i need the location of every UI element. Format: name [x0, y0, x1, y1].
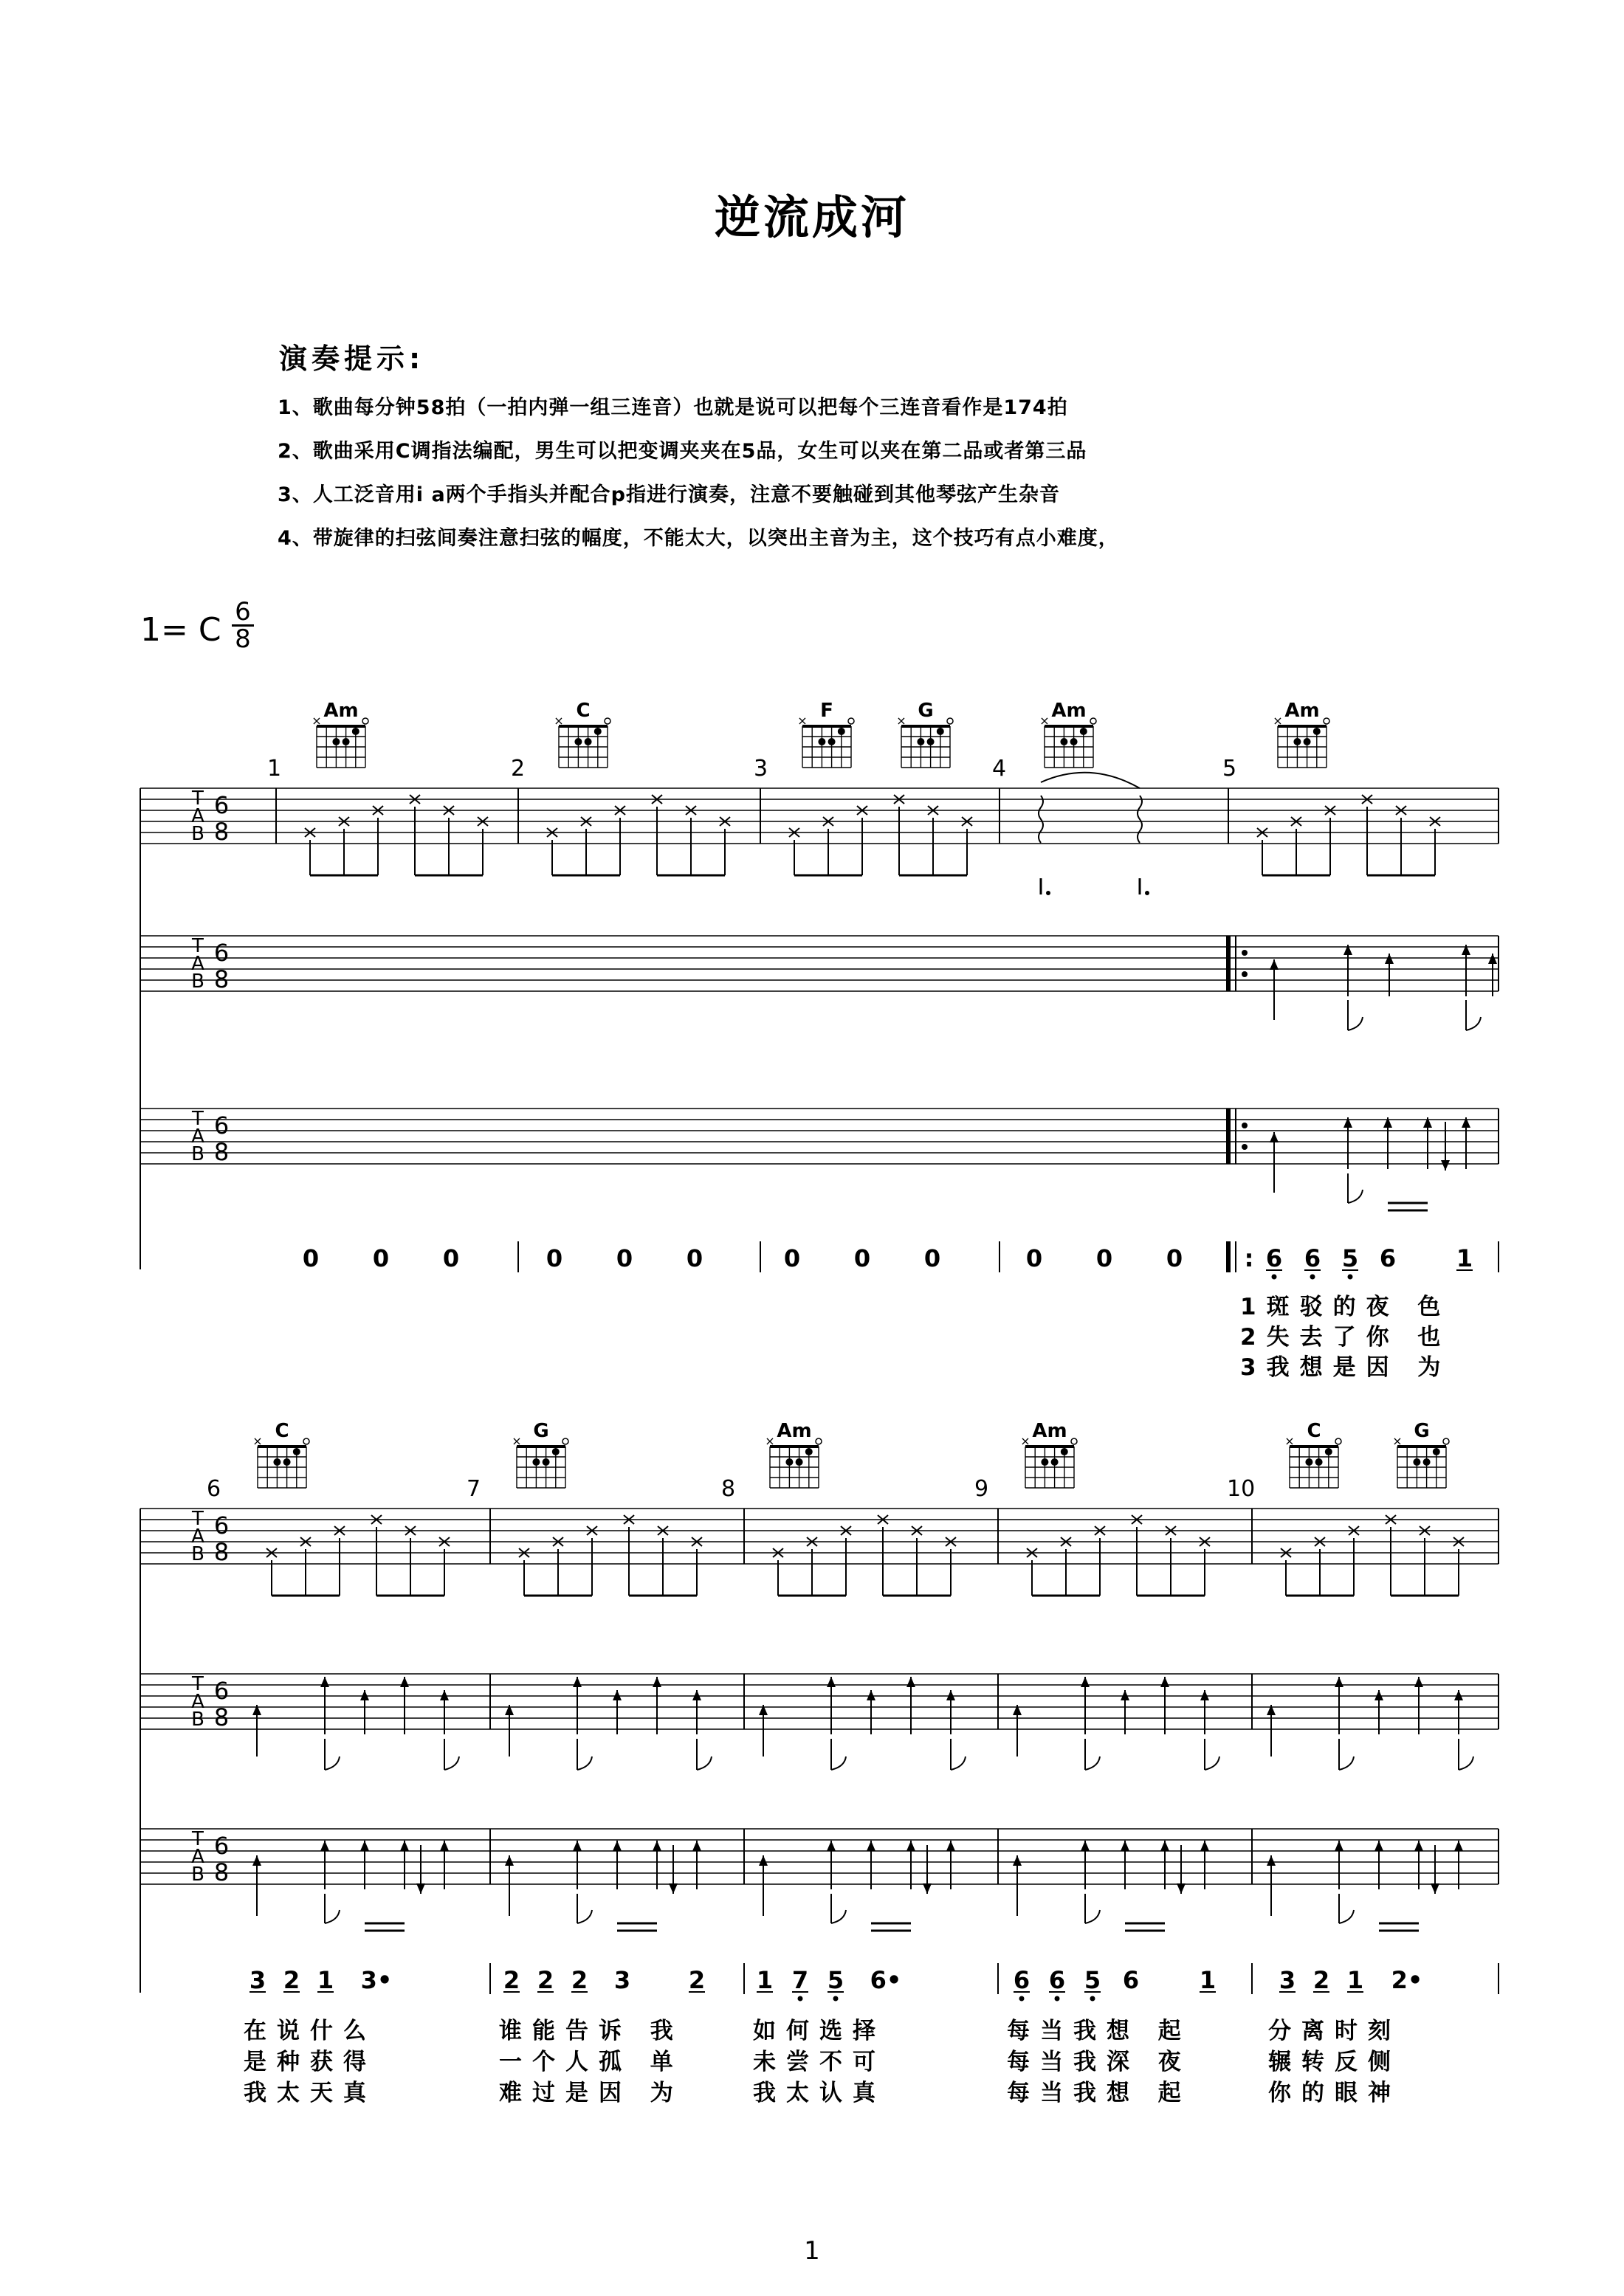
- chord-finger-dot: [937, 728, 944, 735]
- rest-note: 0: [1025, 1244, 1043, 1272]
- note-flag: [1339, 1910, 1354, 1923]
- strum-arrow-head: [1462, 945, 1470, 955]
- chord-open-string: [1443, 1438, 1449, 1444]
- strum-arrow-head: [867, 1690, 875, 1700]
- chord-muted-string: ×: [896, 714, 906, 728]
- note-flag: [325, 1910, 340, 1923]
- note-flag: [577, 1757, 592, 1770]
- note-flag: [1466, 1017, 1481, 1030]
- strum-arrow-head: [1454, 1841, 1463, 1851]
- chord-name: G: [533, 1420, 549, 1442]
- chord-finger-dot: [273, 1458, 281, 1466]
- chord-name: Am: [323, 700, 359, 722]
- tab-time-top: 6: [213, 1832, 230, 1860]
- melody-note: 3: [1279, 1966, 1296, 1994]
- chord-muted-string: ×: [1273, 714, 1283, 728]
- arpeggio-mark: [1138, 796, 1142, 843]
- lyric-cell: 谁能告诉 我: [499, 2018, 684, 2044]
- strum-arrow-head: [360, 1690, 369, 1700]
- chord-finger-dot: [585, 738, 592, 745]
- melody-note: 5: [827, 1966, 844, 1994]
- bar-number: 2: [511, 756, 526, 782]
- chord-finger-dot: [927, 738, 935, 745]
- strum-arrow-head: [1374, 1690, 1383, 1700]
- melody-note: 1: [1199, 1966, 1217, 1994]
- tab-time-bottom: 8: [213, 965, 230, 993]
- time-signature-bottom: 8: [235, 624, 251, 654]
- chord-open-string: [1335, 1438, 1341, 1444]
- chord-finger-dot: [532, 1458, 540, 1466]
- note-flag: [697, 1757, 712, 1770]
- note-flag: [1205, 1757, 1219, 1770]
- note-flag: [831, 1757, 846, 1770]
- rest-note: 0: [1166, 1244, 1183, 1272]
- chord-finger-dot: [552, 1448, 560, 1455]
- arpeggio-mark: [1039, 796, 1043, 843]
- lyric-cell: 我太天真: [244, 2080, 376, 2106]
- chord-finger-dot: [543, 1458, 550, 1466]
- tip-line-4: 4、带旋律的扫弦间奏注意扫弦的幅度，不能太大，以突出主音为主，这个技巧有点小难度，: [278, 527, 1119, 550]
- lyric-cell: 每当我想 起: [1007, 2080, 1191, 2106]
- strum-arrow-head: [692, 1841, 701, 1851]
- strum-arrow-head: [1121, 1690, 1129, 1700]
- strum-arrow-head: [613, 1841, 622, 1851]
- chord-finger-dot: [1080, 728, 1087, 735]
- strum-arrow-head: [923, 1883, 932, 1894]
- melody-note: 7: [791, 1966, 809, 1994]
- rest-note: 0: [1095, 1244, 1113, 1272]
- chord-open-string: [303, 1438, 309, 1444]
- tab-clef-letter: T: [192, 1673, 204, 1695]
- chord-finger-dot: [917, 738, 924, 745]
- melody-note: 1: [1456, 1244, 1473, 1272]
- strum-arrow-head: [416, 1883, 425, 1894]
- note-flag: [951, 1757, 966, 1770]
- strum-arrow-head: [320, 1677, 329, 1687]
- chord-muted-string: ×: [765, 1434, 775, 1448]
- strum-arrow-head: [1267, 1705, 1276, 1715]
- repeat-dot: [1242, 1123, 1248, 1128]
- note-flag: [325, 1757, 340, 1770]
- rest-note: 0: [783, 1244, 801, 1272]
- melody-note: 2: [503, 1966, 520, 1994]
- rest-note: 0: [372, 1244, 390, 1272]
- octave-dot: [1348, 1275, 1353, 1280]
- chord-muted-string: ×: [512, 1434, 522, 1448]
- melody-note: 6: [1304, 1244, 1321, 1272]
- lyric-cell: 在说什么: [244, 2018, 376, 2044]
- tab-clef-letter: B: [191, 971, 204, 993]
- chord-finger-dot: [1070, 738, 1078, 745]
- melody-note: 6: [1122, 1966, 1140, 1994]
- chord-muted-string: ×: [252, 1434, 263, 1448]
- melody-note: 3: [249, 1966, 266, 1994]
- strum-arrow-head: [653, 1677, 661, 1687]
- tip-line-2: 2、歌曲采用C调指法编配，男生可以把变调夹夹在5品，女生可以夹在第二品或者第三品: [278, 440, 1087, 463]
- chord-open-string: [816, 1438, 822, 1444]
- strum-arrow-head: [827, 1841, 836, 1851]
- melody-note: 1: [1346, 1966, 1364, 1994]
- melody-note: 1: [756, 1966, 774, 1994]
- melody-note: 6: [1265, 1244, 1283, 1272]
- tab-time-top: 6: [213, 1677, 230, 1705]
- melody-note: 2: [688, 1966, 706, 1994]
- chord-finger-dot: [796, 1458, 803, 1466]
- lyric-line: 3我想是因 为: [1240, 1354, 1451, 1381]
- strum-arrow-head: [1462, 1117, 1470, 1128]
- lyric-line: 2失去了你 也: [1240, 1324, 1451, 1351]
- time-signature-top: 6: [235, 597, 251, 627]
- tab-time-top: 6: [213, 1511, 230, 1540]
- melody-note: 1: [317, 1966, 334, 1994]
- strum-arrow-head: [505, 1855, 514, 1866]
- chord-finger-dot: [1051, 1458, 1059, 1466]
- strum-arrow-head: [1488, 954, 1497, 964]
- bar-number: 7: [467, 1476, 481, 1502]
- strum-arrow-head: [1414, 1677, 1423, 1687]
- lyric-cell: 未尝不可: [753, 2049, 886, 2075]
- chord-name: G: [1414, 1420, 1430, 1442]
- strum-arrow-head: [400, 1677, 409, 1687]
- melody-note: 2•: [1391, 1966, 1423, 1994]
- note-flag: [1459, 1757, 1473, 1770]
- melody-note: 3: [613, 1966, 631, 1994]
- strum-arrow-head: [1013, 1705, 1022, 1715]
- chord-name: G: [918, 700, 934, 722]
- dotted-note-dot: [1145, 891, 1149, 895]
- chord-name: C: [576, 700, 591, 722]
- chord-finger-dot: [352, 728, 359, 735]
- chord-open-string: [1071, 1438, 1077, 1444]
- chord-finger-dot: [1293, 738, 1301, 745]
- tab-clef-letter: T: [192, 1508, 204, 1530]
- tab-time-top: 6: [213, 939, 230, 967]
- bar-number: 8: [721, 1476, 736, 1502]
- tab-clef-letter: B: [191, 1864, 204, 1886]
- note-flag: [1348, 1190, 1363, 1203]
- melody-note: 6: [1013, 1966, 1031, 1994]
- octave-dot: [1055, 1996, 1060, 2002]
- strum-arrow-head: [1374, 1841, 1383, 1851]
- chord-open-string: [848, 718, 854, 724]
- tab-clef-letter: A: [191, 1125, 204, 1148]
- bar-number: 5: [1222, 756, 1237, 782]
- strum-arrow-head: [1383, 1117, 1392, 1128]
- dotted-note-dot: [1046, 891, 1050, 895]
- tab-clef-letter: A: [191, 805, 204, 827]
- strum-arrow-head: [906, 1677, 915, 1687]
- melody-note: 2: [537, 1966, 554, 1994]
- melody-note: 2: [1312, 1966, 1330, 1994]
- chord-finger-dot: [1413, 1458, 1420, 1466]
- chord-open-string: [562, 1438, 568, 1444]
- lyric-cell: 我太认真: [753, 2080, 886, 2106]
- strum-arrow-head: [1081, 1841, 1090, 1851]
- chord-open-string: [947, 718, 953, 724]
- chord-finger-dot: [1041, 1458, 1048, 1466]
- strum-arrow-head: [1335, 1841, 1343, 1851]
- rest-note: 0: [442, 1244, 460, 1272]
- strum-arrow-head: [1335, 1677, 1343, 1687]
- tab-time-top: 6: [213, 1111, 230, 1140]
- tips-heading: 演奏提示:: [279, 342, 425, 375]
- tab-clef-letter: T: [192, 1108, 204, 1130]
- strum-arrow-head: [1013, 1855, 1022, 1866]
- rest-note: 0: [616, 1244, 633, 1272]
- strum-arrow-head: [759, 1855, 768, 1866]
- strum-arrow-head: [1081, 1677, 1090, 1687]
- note-flag: [1348, 1017, 1363, 1030]
- strum-arrow-head: [1267, 1855, 1276, 1866]
- tab-time-bottom: 8: [213, 1703, 230, 1731]
- strum-arrow-head: [1200, 1841, 1209, 1851]
- chord-muted-string: ×: [1284, 1434, 1295, 1448]
- strum-arrow-head: [653, 1841, 661, 1851]
- bar-number: 1: [267, 756, 282, 782]
- strum-arrow-head: [867, 1841, 875, 1851]
- melody-note: 6: [1379, 1244, 1397, 1272]
- chord-name: Am: [1284, 700, 1320, 722]
- song-title: 逆流成河: [714, 190, 909, 244]
- chord-finger-dot: [1325, 1448, 1332, 1455]
- tab-clef-letter: B: [191, 1543, 204, 1565]
- chord-finger-dot: [805, 1448, 813, 1455]
- strum-arrow-head: [613, 1690, 622, 1700]
- melody-note: 3•: [360, 1966, 393, 1994]
- chord-muted-string: ×: [1020, 1434, 1031, 1448]
- bar-number: 3: [754, 756, 768, 782]
- octave-dot: [1310, 1275, 1315, 1280]
- chord-finger-dot: [785, 1458, 793, 1466]
- lyric-cell: 如何选择: [753, 2018, 886, 2044]
- melody-note: 6: [1048, 1966, 1066, 1994]
- octave-dot: [1090, 1996, 1095, 2002]
- tab-time-bottom: 8: [213, 1138, 230, 1166]
- strum-arrow-head: [573, 1677, 582, 1687]
- key-signature: 1= C: [140, 611, 221, 649]
- lyric-cell: 你的眼神: [1268, 2080, 1401, 2106]
- strum-arrow-head: [1385, 954, 1394, 964]
- strum-arrow-head: [946, 1690, 955, 1700]
- chord-muted-string: ×: [1039, 714, 1050, 728]
- tab-clef-letter: A: [191, 1526, 204, 1548]
- chord-muted-string: ×: [1392, 1434, 1403, 1448]
- lyric-cell: 辗转反侧: [1268, 2049, 1401, 2075]
- strum-arrow-head: [252, 1855, 261, 1866]
- strum-arrow-head: [400, 1841, 409, 1851]
- chord-open-string: [362, 718, 368, 724]
- chord-finger-dot: [1313, 728, 1321, 735]
- lyric-cell: 每当我想 起: [1007, 2018, 1191, 2044]
- chord-finger-dot: [818, 738, 825, 745]
- repeat-dot: [1242, 950, 1248, 956]
- rest-note: 0: [923, 1244, 941, 1272]
- lyric-cell: 每当我深 夜: [1007, 2049, 1191, 2075]
- chord-open-string: [1324, 718, 1329, 724]
- note-flag: [1339, 1757, 1354, 1770]
- chord-muted-string: ×: [312, 714, 322, 728]
- chord-finger-dot: [343, 738, 350, 745]
- melody-note: 6•: [870, 1966, 902, 1994]
- chord-name: Am: [777, 1420, 812, 1442]
- chord-finger-dot: [594, 728, 602, 735]
- tab-clef-letter: B: [191, 1143, 204, 1165]
- chord-finger-dot: [1315, 1458, 1323, 1466]
- chord-finger-dot: [1433, 1448, 1440, 1455]
- note-flag: [1085, 1757, 1100, 1770]
- strum-arrow-head: [1177, 1883, 1186, 1894]
- strum-arrow-head: [1441, 1160, 1450, 1171]
- tab-clef-letter: T: [192, 1828, 204, 1850]
- strum-arrow-head: [1270, 1132, 1279, 1142]
- tab-clef-letter: A: [191, 1691, 204, 1713]
- tab-time-bottom: 8: [213, 1538, 230, 1566]
- octave-dot: [798, 1996, 803, 2002]
- chord-name: Am: [1051, 700, 1087, 722]
- strum-arrow-head: [1431, 1883, 1439, 1894]
- chord-finger-dot: [828, 738, 836, 745]
- octave-dot: [833, 1996, 839, 2002]
- chord-finger-dot: [1060, 738, 1067, 745]
- chord-name: F: [820, 700, 833, 722]
- strum-arrow-head: [946, 1841, 955, 1851]
- strum-arrow-head: [1160, 1841, 1169, 1851]
- tab-clef-letter: B: [191, 1709, 204, 1731]
- strum-arrow-head: [440, 1841, 449, 1851]
- melody-note: 5: [1341, 1244, 1359, 1272]
- lyric-cell: 难过是因 为: [499, 2080, 684, 2106]
- tab-clef-letter: T: [192, 787, 204, 810]
- bar-number: 10: [1227, 1476, 1256, 1502]
- repeat-sign: :: [1244, 1244, 1254, 1272]
- melody-note: 5: [1084, 1966, 1101, 1994]
- chord-finger-dot: [1061, 1448, 1068, 1455]
- melody-note: 2: [283, 1966, 300, 1994]
- tab-clef-letter: B: [191, 823, 204, 845]
- note-flag: [831, 1910, 846, 1923]
- rest-note: 0: [686, 1244, 703, 1272]
- strum-arrow-head: [1121, 1841, 1129, 1851]
- tip-line-1: 1、歌曲每分钟58拍（一拍内弹一组三连音）也就是说可以把每个三连音看作是174拍: [278, 396, 1068, 419]
- strum-arrow-head: [1200, 1690, 1209, 1700]
- strum-arrow-head: [1343, 1117, 1352, 1128]
- bar-number: 4: [992, 756, 1007, 782]
- strum-arrow-head: [1414, 1841, 1423, 1851]
- strum-arrow-head: [1270, 959, 1279, 970]
- strum-arrow-head: [759, 1705, 768, 1715]
- lyric-cell: 分离时刻: [1268, 2018, 1401, 2044]
- chord-muted-string: ×: [797, 714, 808, 728]
- rest-note: 0: [546, 1244, 563, 1272]
- strum-arrow-head: [440, 1690, 449, 1700]
- strum-arrow-head: [573, 1841, 582, 1851]
- chord-name: Am: [1032, 1420, 1067, 1442]
- melody-note: 2: [571, 1966, 588, 1994]
- octave-dot: [1272, 1275, 1277, 1280]
- chord-finger-dot: [332, 738, 340, 745]
- tab-time-bottom: 8: [213, 1858, 230, 1886]
- chord-finger-dot: [1423, 1458, 1431, 1466]
- bar-number: 6: [207, 1476, 221, 1502]
- tip-line-3: 3、人工泛音用i a两个手指头并配合p指进行演奏，注意不要触碰到其他琴弦产生杂音: [278, 483, 1060, 506]
- chord-finger-dot: [838, 728, 845, 735]
- strum-arrow-head: [1454, 1690, 1463, 1700]
- strum-arrow-head: [1423, 1117, 1432, 1128]
- chord-open-string: [605, 718, 610, 724]
- lyric-line: 1斑驳的夜 色: [1240, 1294, 1451, 1320]
- tab-time-bottom: 8: [213, 818, 230, 846]
- page-number: 1: [804, 2236, 820, 2266]
- chord-name: C: [275, 1420, 289, 1442]
- repeat-dot: [1242, 971, 1248, 977]
- chord-muted-string: ×: [554, 714, 564, 728]
- tab-time-top: 6: [213, 791, 230, 819]
- note-flag: [577, 1910, 592, 1923]
- rest-note: 0: [302, 1244, 320, 1272]
- strum-arrow-head: [505, 1705, 514, 1715]
- lyric-cell: 是种获得: [244, 2049, 376, 2075]
- strum-arrow-head: [906, 1841, 915, 1851]
- strum-arrow-head: [320, 1841, 329, 1851]
- strum-arrow-head: [252, 1705, 261, 1715]
- strum-arrow-head: [692, 1690, 701, 1700]
- tab-clef-letter: T: [192, 935, 204, 957]
- chord-finger-dot: [283, 1458, 291, 1466]
- octave-dot: [1019, 1996, 1025, 2002]
- chord-finger-dot: [1305, 1458, 1312, 1466]
- tie-arc: [1041, 773, 1140, 788]
- lyric-cell: 一个人孤 单: [499, 2049, 684, 2075]
- bar-number: 9: [974, 1476, 989, 1502]
- tab-clef-letter: A: [191, 1846, 204, 1868]
- chord-finger-dot: [293, 1448, 300, 1455]
- note-flag: [444, 1757, 459, 1770]
- chord-name: C: [1307, 1420, 1321, 1442]
- strum-arrow-head: [360, 1841, 369, 1851]
- tab-clef-letter: A: [191, 953, 204, 975]
- strum-arrow-head: [1160, 1677, 1169, 1687]
- strum-arrow-head: [1343, 945, 1352, 955]
- chord-open-string: [1090, 718, 1096, 724]
- strum-arrow-head: [827, 1677, 836, 1687]
- repeat-dot: [1242, 1144, 1248, 1150]
- chord-finger-dot: [574, 738, 582, 745]
- note-flag: [1085, 1910, 1100, 1923]
- rest-note: 0: [853, 1244, 871, 1272]
- chord-finger-dot: [1304, 738, 1311, 745]
- strum-arrow-head: [669, 1883, 678, 1894]
